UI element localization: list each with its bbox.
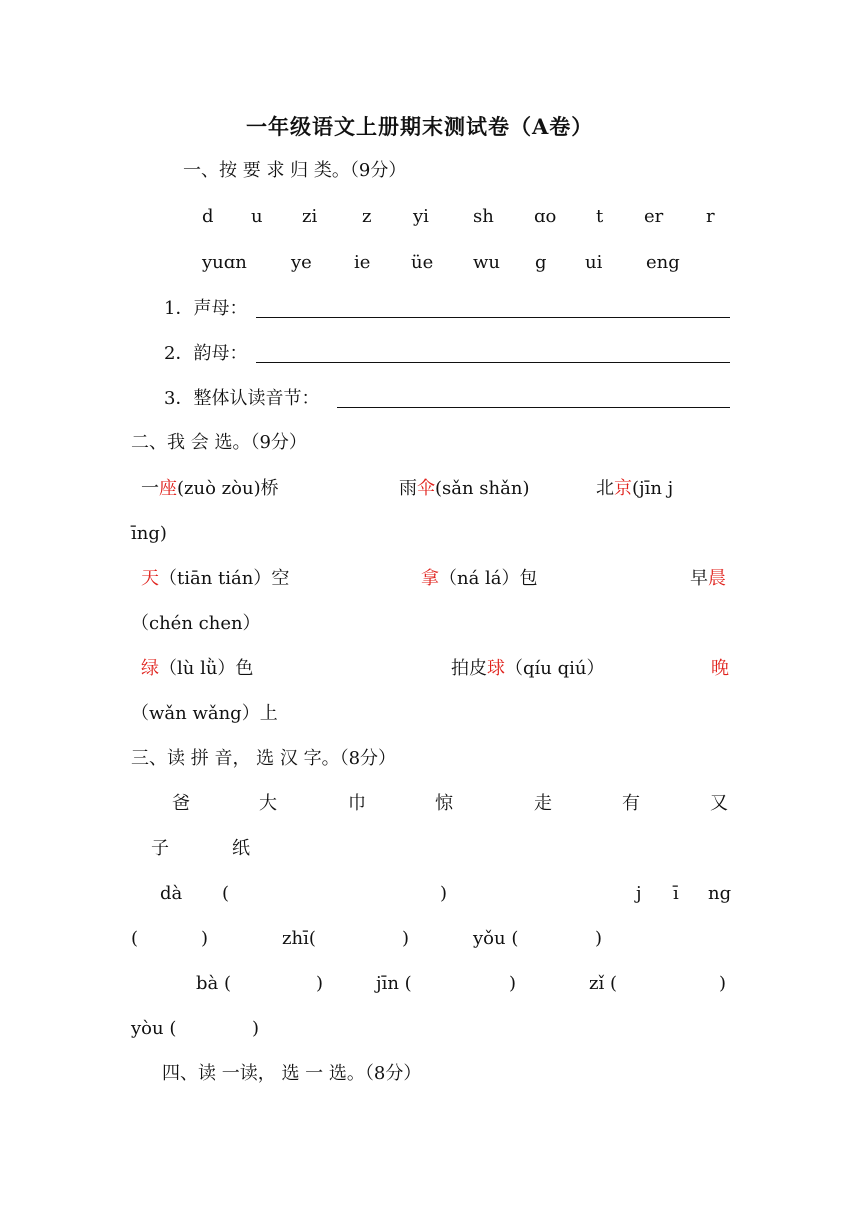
pinyin-item: ie bbox=[354, 252, 371, 273]
pinyin-prompt-jing-part: j bbox=[636, 883, 642, 904]
open-paren: ( bbox=[131, 928, 139, 949]
char-choice: 爸 bbox=[172, 793, 190, 814]
pinyin-options: (zuò zòu) bbox=[177, 478, 261, 499]
pinyin-item: r bbox=[706, 206, 715, 227]
close-paren: ) bbox=[252, 1018, 260, 1039]
char-choice: 走 bbox=[534, 793, 552, 814]
char-choice: 惊 bbox=[435, 793, 453, 814]
pinyin-item: eng bbox=[646, 252, 680, 273]
pinyin-options: （wǎn wǎng） bbox=[131, 703, 260, 724]
pinyin-item: üe bbox=[411, 252, 434, 273]
target-char: 京 bbox=[614, 478, 632, 499]
item-prefix: 拍皮 bbox=[451, 658, 487, 679]
target-char: 晨 bbox=[708, 568, 726, 589]
choice-item-chen bbox=[690, 568, 726, 590]
item-prefix: 北 bbox=[596, 478, 614, 499]
char-choice: 又 bbox=[710, 793, 728, 814]
section-4-heading: 四、读 一读， 选 一 选。（8分） bbox=[162, 1063, 422, 1084]
pinyin-options: （ná lá） bbox=[439, 568, 520, 589]
pinyin-item: er bbox=[644, 206, 664, 227]
target-char: 拿 bbox=[421, 568, 439, 589]
question-whole-syllables-label: 3．整体认读音节： bbox=[164, 388, 320, 409]
pinyin-prompt-zhi: zhī( bbox=[282, 928, 316, 949]
item-suffix: 空 bbox=[271, 568, 290, 589]
pinyin-item: d bbox=[202, 206, 214, 227]
char-choice: 子 bbox=[151, 838, 169, 859]
item-prefix: 早 bbox=[690, 568, 708, 589]
pinyin-item: ɑo bbox=[534, 206, 557, 227]
close-paren: ) bbox=[509, 973, 517, 994]
pinyin-prompt-ba: bà ( bbox=[196, 973, 231, 994]
close-paren: ) bbox=[316, 973, 324, 994]
answer-line-whole-syllables[interactable] bbox=[337, 407, 730, 408]
choice-item-tian bbox=[141, 568, 289, 590]
section-1-heading: 一、按 要 求 归 类。（9分） bbox=[183, 160, 407, 181]
pinyin-item: yi bbox=[413, 206, 429, 227]
char-choice: 巾 bbox=[348, 793, 366, 814]
close-paren: ) bbox=[719, 973, 727, 994]
pinyin-item: yuɑn bbox=[202, 252, 247, 273]
answer-line-initials[interactable] bbox=[256, 317, 730, 318]
close-paren: ) bbox=[402, 928, 410, 949]
pinyin-options: （qíu qiú） bbox=[505, 658, 605, 679]
pinyin-item: z bbox=[362, 206, 372, 227]
choice-item-wan: 晚 bbox=[711, 658, 729, 679]
choice-item-lu bbox=[141, 658, 253, 680]
char-choice: 纸 bbox=[232, 838, 250, 859]
answer-line-finals[interactable] bbox=[256, 362, 730, 363]
close-paren: ) bbox=[440, 883, 448, 904]
choice-item-jing-continued: īng) bbox=[131, 523, 167, 544]
pinyin-item: zi bbox=[302, 206, 318, 227]
open-paren: ( bbox=[222, 883, 230, 904]
item-suffix: 包 bbox=[519, 568, 538, 589]
item-suffix: 桥 bbox=[260, 478, 279, 499]
pinyin-prompt-jing-part: ng bbox=[708, 883, 732, 904]
choice-item-jing bbox=[596, 478, 673, 500]
pinyin-prompt-you4: yòu ( bbox=[131, 1018, 177, 1039]
pinyin-options: (sǎn shǎn) bbox=[435, 478, 530, 499]
pinyin-prompt-you3: yǒu ( bbox=[473, 928, 519, 949]
choice-item-wan-continued bbox=[131, 703, 278, 725]
pinyin-options: （lù lǜ） bbox=[159, 658, 236, 679]
target-char: 天 bbox=[141, 568, 159, 589]
item-prefix: 一 bbox=[141, 478, 159, 499]
item-suffix: 色 bbox=[235, 658, 254, 679]
target-char: 座 bbox=[159, 478, 177, 499]
page-title: 一年级语文上册期末测试卷（A卷） bbox=[246, 114, 594, 139]
section-2-heading: 二、我 会 选。（9分） bbox=[131, 432, 307, 453]
pinyin-prompt-jing-part: ī bbox=[673, 883, 679, 904]
pinyin-item: wu bbox=[473, 252, 500, 273]
choice-item-qiu bbox=[451, 658, 604, 680]
pinyin-item: ui bbox=[585, 252, 603, 273]
pinyin-prompt-zi: zǐ ( bbox=[589, 973, 617, 994]
target-char: 伞 bbox=[417, 478, 435, 499]
choice-item-zuo bbox=[141, 478, 279, 500]
target-char: 球 bbox=[487, 658, 505, 679]
close-paren: ) bbox=[201, 928, 209, 949]
question-initials-label: 1．声母： bbox=[164, 298, 248, 319]
pinyin-item: t bbox=[596, 206, 604, 227]
pinyin-prompt-jin: jīn ( bbox=[376, 973, 412, 994]
choice-item-na bbox=[421, 568, 538, 590]
close-paren: ) bbox=[595, 928, 603, 949]
pinyin-item: sh bbox=[473, 206, 494, 227]
section-3-heading: 三、读 拼 音， 选 汉 字。（8分） bbox=[131, 748, 397, 769]
pinyin-options: （tiān tián） bbox=[159, 568, 272, 589]
choice-item-chen-continued: （chén chen） bbox=[131, 613, 261, 634]
question-finals-label: 2．韵母： bbox=[164, 343, 248, 364]
choice-item-san bbox=[399, 478, 529, 500]
item-suffix: 上 bbox=[259, 703, 278, 724]
char-choice: 大 bbox=[259, 793, 277, 814]
pinyin-item: ye bbox=[291, 252, 312, 273]
pinyin-prompt-da: dà bbox=[160, 883, 183, 904]
target-char: 绿 bbox=[141, 658, 159, 679]
pinyin-item: u bbox=[251, 206, 263, 227]
pinyin-options: (jīn j bbox=[632, 478, 674, 499]
item-prefix: 雨 bbox=[399, 478, 417, 499]
char-choice: 有 bbox=[622, 793, 640, 814]
pinyin-item: g bbox=[535, 252, 547, 273]
